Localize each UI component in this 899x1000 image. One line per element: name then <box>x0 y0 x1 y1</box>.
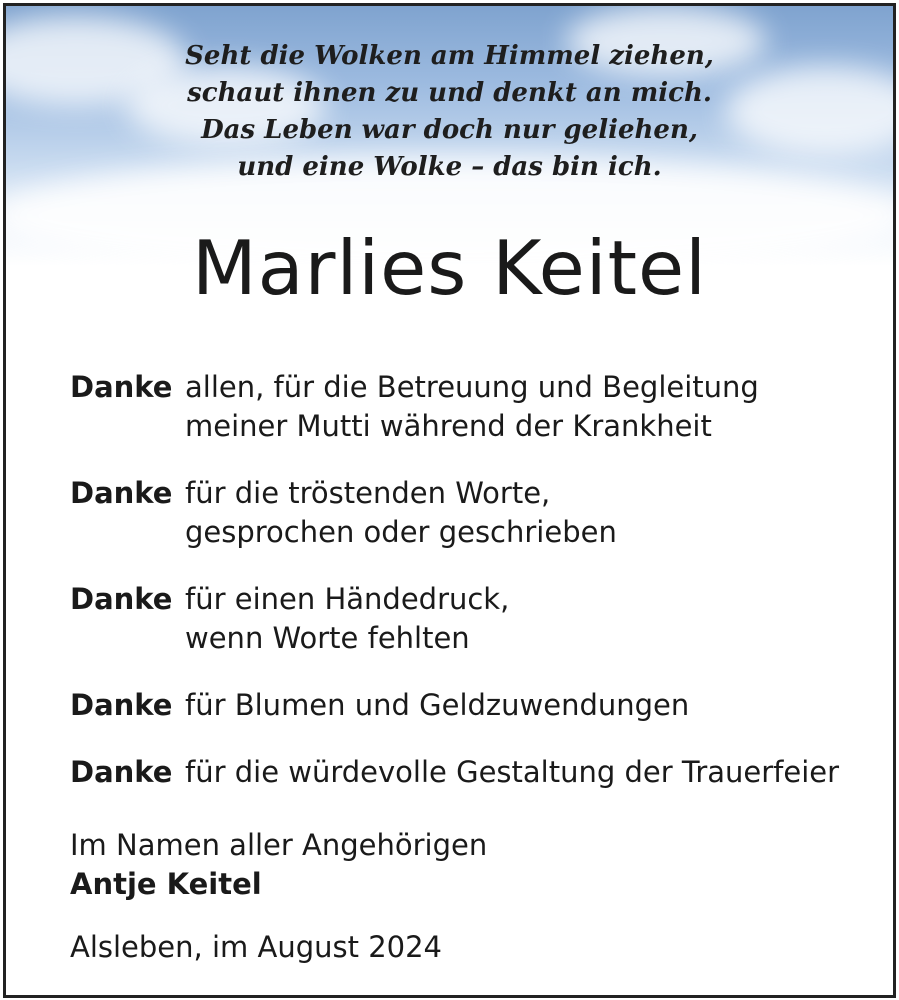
poem-line: und eine Wolke – das bin ich. <box>237 152 662 182</box>
thanks-label: Danke <box>70 755 173 789</box>
thanks-text <box>185 474 880 552</box>
poem-line: Das Leben war doch nur geliehen, <box>201 115 698 145</box>
thanks-label: Danke <box>70 476 173 510</box>
thanks-text <box>185 580 880 658</box>
thanks-line: wenn Worte fehlten <box>185 621 470 655</box>
thanks-label: Danke <box>70 370 173 404</box>
signer-name: Antje Keitel <box>70 867 262 901</box>
thanks-line: für Blumen und Geldzuwendungen <box>185 688 690 722</box>
thanks-line: für einen Händedruck, <box>185 582 510 616</box>
thanks-line: meiner Mutti während der Krankheit <box>185 409 712 443</box>
on-behalf-text: Im Namen aller Angehörigen <box>70 828 488 862</box>
thanks-item <box>70 368 880 446</box>
thanks-item <box>70 474 880 552</box>
thanks-line: allen, für die Betreuung und Begleitung <box>185 370 759 404</box>
thanks-text <box>185 753 880 792</box>
thanks-line: gesprochen oder geschrieben <box>185 515 617 549</box>
thanks-line: für die tröstenden Worte, <box>185 476 551 510</box>
deceased-name: Marlies Keitel <box>191 224 708 312</box>
thanks-list <box>70 368 880 820</box>
poem-line: schaut ihnen zu und denkt an mich. <box>187 78 712 108</box>
thanks-line: für die würdevolle Gestaltung der Trauerfeier <box>185 755 840 789</box>
thanks-item <box>70 580 880 658</box>
thanks-label: Danke <box>70 582 173 616</box>
thanks-item <box>70 686 880 725</box>
thanks-item <box>70 753 880 792</box>
obituary-notice <box>3 3 896 998</box>
thanks-text <box>185 686 880 725</box>
place-date: Alsleben, im August 2024 <box>70 930 443 964</box>
thanks-text <box>185 368 880 446</box>
poem <box>6 38 893 186</box>
poem-line: Seht die Wolken am Himmel ziehen, <box>185 41 714 71</box>
signature-block <box>70 826 870 967</box>
thanks-label: Danke <box>70 688 173 722</box>
